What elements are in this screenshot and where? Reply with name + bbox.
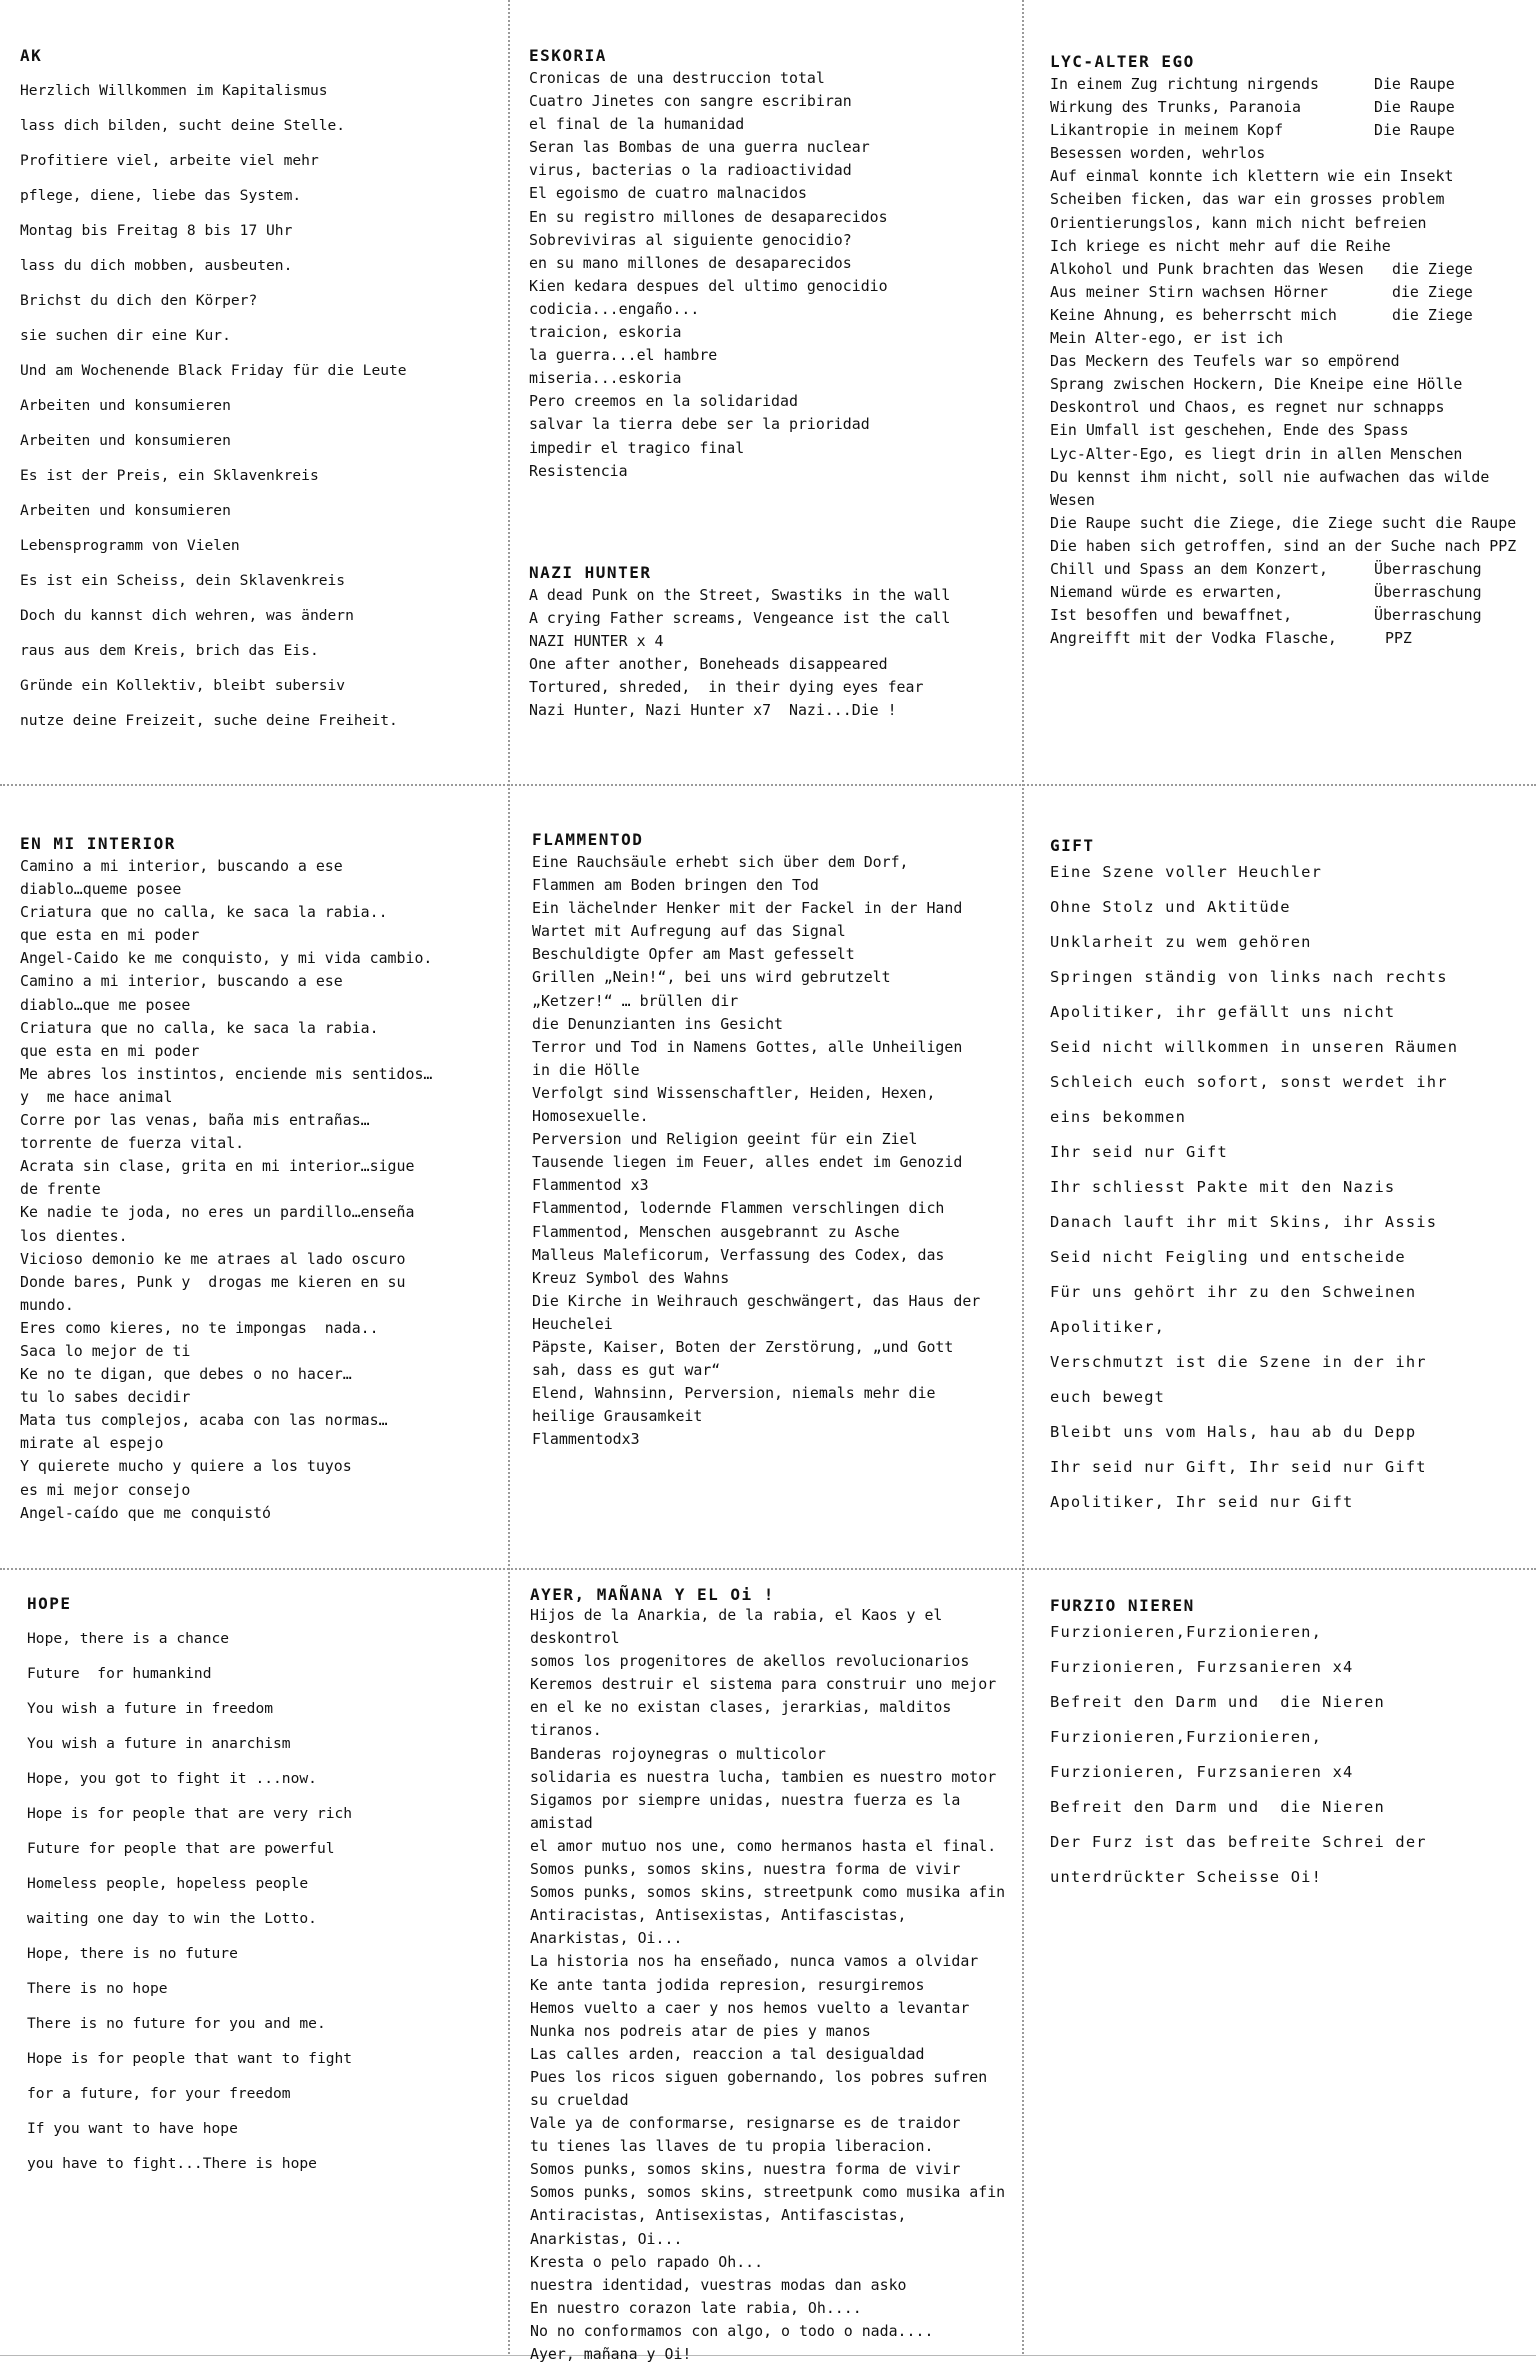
lyric-line — [1050, 142, 1530, 165]
song-title: EN MI INTERIOR — [20, 834, 176, 853]
lyric-line: Saca lo mejor de ti — [20, 1341, 191, 1360]
lyric-text: Wirkung des Trunks, Paranoia — [1050, 98, 1302, 117]
lyric-line: Las calles arden, reaccion a tal desigualdad — [530, 2044, 925, 2063]
lyric-text: Keine Ahnung, es beherrscht mich — [1050, 305, 1337, 324]
speaker-tag: PPZ — [1385, 629, 1412, 648]
lyric-line: Der Furz ist das befreite Schrei der — [1050, 1833, 1427, 1851]
song-furzio-nieren — [1050, 1596, 1530, 1916]
lyric-line: lass du dich mobben, ausbeuten. — [20, 257, 293, 274]
lyric-line: Hemos vuelto a caer y nos hemos vuelto a levantar — [530, 1998, 970, 2017]
lyric-line — [1050, 373, 1530, 396]
lyric-line: salvar la tierra debe ser la prioridad — [529, 415, 870, 434]
lyric-line: Furzionieren, Furzsanieren x4 — [1050, 1658, 1354, 1676]
lyric-line: eins bekommen — [1050, 1108, 1187, 1126]
lyric-line: One after another, Boneheads disappeared — [529, 655, 888, 674]
lyric-text: Das Meckern des Teufels war so empörend — [1050, 352, 1400, 371]
lyric-line: Apolitiker, ihr gefällt uns nicht — [1050, 1003, 1396, 1021]
lyric-text: In einem Zug richtung nirgends — [1050, 75, 1319, 93]
lyric-line: euch bewegt — [1050, 1388, 1166, 1406]
lyric-line: Es ist ein Scheiss, dein Sklavenkreis — [20, 572, 346, 589]
lyric-line: Criatura que no calla, ke saca la rabia. — [20, 1018, 379, 1037]
lyric-line: Wartet mit Aufregung auf das Signal — [532, 922, 846, 941]
lyric-line: miseria...eskoria — [529, 369, 682, 388]
lyric-line: Schleich euch sofort, sonst werdet ihr — [1050, 1073, 1448, 1091]
lyric-line: codicia...engaño... — [529, 299, 700, 318]
lyric-line: Ke ante tanta jodida represion, resurgiremos — [530, 1975, 925, 1994]
lyric-line: El egoismo de cuatro malnacidos — [529, 184, 807, 203]
lyric-line: el amor mutuo nos une, como hermanos hasta el final. — [530, 1836, 997, 1855]
lyric-line: su crueldad — [530, 2090, 629, 2109]
lyric-line: Arbeiten und konsumieren — [20, 502, 231, 519]
lyric-text: Die Raupe sucht die Ziege, die Ziege sucht die Raupe — [1050, 513, 1517, 532]
song-en-mi-interior — [20, 834, 500, 1554]
speaker-tag: die Ziege — [1392, 282, 1473, 301]
lyric-line: Gründe ein Kollektiv, bleibt subersiv — [20, 677, 346, 694]
lyric-line: Flammentod x3 — [532, 1176, 649, 1195]
lyric-line: Resistencia — [529, 461, 628, 480]
song-title: NAZI HUNTER — [529, 563, 652, 582]
lyric-line: Angel-caído que me conquistó — [20, 1503, 272, 1522]
lyric-line: tiranos. — [530, 1721, 602, 1740]
lyric-line: amistad — [530, 1813, 593, 1832]
lyric-line: Acrata sin clase, grita en mi interior…sigue — [20, 1157, 415, 1176]
lyric-line: Somos punks, somos skins, streetpunk como musika afin — [530, 2183, 1006, 2202]
lyric-text: Ist besoffen und bewaffnet, — [1050, 606, 1293, 625]
lyric-line: Hope, there is a chance — [27, 1630, 230, 1647]
lyric-line: En nuestro corazon late rabia, Oh.... — [530, 2298, 862, 2317]
lyric-text: Wesen — [1050, 490, 1095, 509]
lyric-line: Seid nicht Feigling und entscheide — [1050, 1248, 1406, 1266]
lyric-line — [1050, 96, 1530, 119]
lyric-line: Me abres los instintos, enciende mis sentidos… — [20, 1064, 433, 1083]
lyric-line: nuestra identidad, vuestras modas dan asko — [530, 2275, 907, 2294]
speaker-tag: Überraschung — [1374, 606, 1482, 625]
lyric-line: Arbeiten und konsumieren — [20, 397, 231, 414]
lyric-line: Hijos de la Anarkia, de la rabia, el Kaos y el — [530, 1606, 943, 1624]
lyric-line — [1050, 165, 1530, 188]
lyric-line: Cronicas de una destruccion total — [529, 69, 825, 87]
lyric-line: Hope, there is no future — [27, 1945, 238, 1962]
lyric-line — [1050, 327, 1530, 350]
lyric-line — [1050, 604, 1530, 627]
lyric-line: es mi mejor consejo — [20, 1480, 191, 1499]
column-divider — [1022, 0, 1024, 2354]
lyric-line: Ein lächelnder Henker mit der Fackel in der Hand — [532, 899, 963, 918]
lyric-line: lass dich bilden, sucht deine Stelle. — [20, 117, 346, 134]
lyric-line: Flammen am Boden bringen den Tod — [532, 876, 819, 895]
lyric-line: Tortured, shreded, in their dying eyes fear — [529, 678, 924, 697]
lyric-line: Antiracistas, Antisexistas, Antifascistas, — [530, 2206, 907, 2225]
column-divider — [508, 0, 510, 2354]
lyric-line: Pues los ricos siguen gobernando, los pobres sufren — [530, 2067, 988, 2086]
lyric-line — [1050, 304, 1530, 327]
lyric-line — [1050, 188, 1530, 211]
lyric-line: Seran las Bombas de una guerra nuclear — [529, 138, 870, 157]
lyric-line: Somos punks, somos skins, streetpunk como musika afin — [530, 1883, 1006, 1902]
lyric-line: Montag bis Freitag 8 bis 17 Uhr — [20, 222, 293, 239]
lyric-line: Homeless people, hopeless people — [27, 1875, 309, 1892]
song-title: GIFT — [1050, 836, 1095, 855]
song-title: AYER, MAÑANA Y EL Oi ! — [530, 1585, 775, 1604]
song-flammentod — [532, 830, 1016, 1490]
lyric-line — [1050, 419, 1530, 442]
lyric-line: Furzionieren,Furzionieren, — [1050, 1728, 1323, 1746]
lyric-line: You wish a future in freedom — [27, 1700, 274, 1717]
speaker-tag: Überraschung — [1374, 583, 1482, 602]
lyric-line: Unklarheit zu wem gehören — [1050, 933, 1312, 951]
lyric-line: Furzionieren, Furzsanieren x4 — [1050, 1763, 1354, 1781]
lyric-line: A dead Punk on the Street, Swastiks in the wall — [529, 586, 951, 604]
lyric-line: Befreit den Darm und die Nieren — [1050, 1693, 1385, 1711]
speaker-tag: die Ziege — [1392, 305, 1473, 324]
lyric-line: Befreit den Darm und die Nieren — [1050, 1798, 1385, 1816]
song-title: FURZIO NIEREN — [1050, 1596, 1195, 1615]
lyric-text: Sprang zwischen Hockern, Die Kneipe eine Hölle — [1050, 375, 1463, 394]
song-hope — [27, 1594, 497, 2194]
lyric-text: Chill und Spass an dem Konzert, — [1050, 559, 1328, 578]
lyric-line: Homosexuelle. — [532, 1107, 649, 1126]
lyric-line: Elend, Wahnsinn, Perversion, niemals mehr die — [532, 1384, 936, 1403]
lyric-line: Kresta o pelo rapado Oh... — [530, 2252, 764, 2271]
speaker-tag: Die Raupe — [1374, 75, 1455, 93]
lyric-line: Heuchelei — [532, 1314, 613, 1333]
lyric-line: Apolitiker, — [1050, 1318, 1166, 1336]
lyric-text: Aus meiner Stirn wachsen Hörner — [1050, 282, 1328, 301]
lyric-text: Orientierungslos, kann mich nicht befreien — [1050, 213, 1427, 232]
lyric-line: pflege, diene, liebe das System. — [20, 187, 302, 204]
lyric-line: waiting one day to win the Lotto. — [27, 1910, 317, 1927]
song-title: HOPE — [27, 1594, 72, 1613]
lyric-line: solidaria es nuestra lucha, tambien es nuestro motor — [530, 1767, 997, 1786]
row-divider — [0, 1568, 1536, 1570]
lyric-line — [1050, 512, 1530, 535]
lyric-line: Es ist der Preis, ein Sklavenkreis — [20, 467, 319, 484]
lyric-line: mirate al espejo — [20, 1434, 164, 1453]
lyric-line: Nunka nos podreis atar de pies y manos — [530, 2021, 871, 2040]
song-eskoria — [529, 46, 1013, 516]
lyric-line: for a future, for your freedom — [27, 2085, 291, 2102]
lyric-line: diablo…que me posee — [20, 995, 191, 1014]
lyric-line: Eine Szene voller Heuchler — [1050, 863, 1323, 881]
lyric-line: tu lo sabes decidir — [20, 1388, 191, 1407]
lyric-line: nutze deine Freizeit, suche deine Freiheit. — [20, 712, 398, 729]
lyric-line — [1050, 396, 1530, 419]
lyric-line: Banderas rojoynegras o multicolor — [530, 1744, 826, 1763]
lyric-text: Besessen worden, wehrlos — [1050, 144, 1266, 163]
lyric-text: Ein Umfall ist geschehen, Ende des Spass — [1050, 421, 1409, 440]
lyric-text: Alkohol und Punk brachten das Wesen — [1050, 259, 1364, 278]
lyric-line: Eres como kieres, no te impongas nada.. — [20, 1318, 379, 1337]
lyric-line: Vale ya de conformarse, resignarse es de traidor — [530, 2114, 961, 2133]
song-title: AK — [20, 46, 43, 65]
song-title: ESKORIA — [529, 46, 607, 65]
lyric-line: Brichst du dich den Körper? — [20, 292, 258, 309]
lyric-line: Somos punks, somos skins, nuestra forma de vivir — [530, 2160, 961, 2179]
lyric-line: Seid nicht willkommen in unseren Räumen — [1050, 1038, 1459, 1056]
lyric-text: Auf einmal konnte ich klettern wie ein Insekt — [1050, 167, 1454, 186]
lyric-text: Niemand würde es erwarten, — [1050, 583, 1284, 602]
lyric-line: La historia nos ha enseñado, nunca vamos a olvidar — [530, 1952, 979, 1971]
lyric-line: Future for humankind — [27, 1665, 212, 1682]
lyric-line: Terror und Tod in Namens Gottes, alle Unheiligen — [532, 1037, 963, 1056]
lyric-line: Für uns gehört ihr zu den Schweinen — [1050, 1283, 1417, 1301]
lyric-line — [1050, 558, 1530, 581]
lyric-line — [1050, 443, 1530, 466]
lyric-line: el final de la humanidad — [529, 115, 745, 134]
lyric-text: Die haben sich getroffen, sind an der Suche nach PPZ — [1050, 536, 1517, 555]
lyric-line: raus aus dem Kreis, brich das Eis. — [20, 642, 319, 659]
lyric-text: Mein Alter-ego, er ist ich — [1050, 329, 1284, 348]
lyric-line: y me hace animal — [20, 1087, 173, 1106]
lyric-line — [1050, 581, 1530, 604]
song-title: FLAMMENTOD — [532, 830, 644, 849]
lyric-line — [1050, 258, 1530, 281]
speaker-tag: Die Raupe — [1374, 121, 1455, 140]
lyric-line: deskontrol — [530, 1629, 620, 1648]
lyric-line: Tausende liegen im Feuer, alles endet im Genozid — [532, 1153, 963, 1172]
lyric-line: Päpste, Kaiser, Boten der Zerstörung, „und Gott — [532, 1337, 954, 1356]
lyric-line: Vicioso demonio ke me atraes al lado oscuro — [20, 1249, 406, 1268]
lyric-line: virus, bacterias o la radioactividad — [529, 161, 852, 180]
lyric-line: torrente de fuerza vital. — [20, 1134, 245, 1153]
lyric-line — [1050, 119, 1530, 142]
lyric-line: Flammentodx3 — [532, 1430, 640, 1449]
lyric-line: You wish a future in anarchism — [27, 1735, 291, 1752]
lyric-line — [1050, 627, 1530, 650]
song-lyc-alter-ego — [1050, 52, 1530, 672]
lyric-line — [1050, 281, 1530, 304]
lyric-line: Die Kirche in Weihrauch geschwängert, das Haus der — [532, 1291, 981, 1310]
lyric-line: Corre por las venas, baña mis entrañas… — [20, 1111, 370, 1130]
lyric-line: En su registro millones de desaparecidos — [529, 207, 888, 226]
lyric-text: Deskontrol und Chaos, es regnet nur schnapps — [1050, 398, 1445, 417]
lyric-line: Somos punks, somos skins, nuestra forma de vivir — [530, 1860, 961, 1879]
lyric-line — [1050, 73, 1530, 96]
lyric-text: Angreifft mit der Vodka Flasche, — [1050, 629, 1337, 648]
lyric-line — [1050, 235, 1530, 258]
lyric-line: No no conformamos con algo, o todo o nada.... — [530, 2321, 934, 2340]
lyric-line: Apolitiker, Ihr seid nur Gift — [1050, 1493, 1354, 1511]
lyric-line: de frente — [20, 1180, 101, 1199]
lyric-line: impedir el tragico final — [529, 438, 745, 457]
lyric-line: que esta en mi poder — [20, 926, 200, 945]
lyric-line — [1050, 350, 1530, 373]
lyric-line: Ihr seid nur Gift — [1050, 1143, 1228, 1161]
lyric-line: Ihr seid nur Gift, Ihr seid nur Gift — [1050, 1458, 1427, 1476]
lyric-line: There is no hope — [27, 1980, 168, 1997]
lyric-line: Flammentod, lodernde Flammen verschlingen dich — [532, 1199, 945, 1218]
lyric-line: Antiracistas, Antisexistas, Antifascistas, — [530, 1906, 907, 1925]
lyric-line — [1050, 466, 1530, 489]
lyric-line: Ke no te digan, que debes o no hacer… — [20, 1365, 352, 1384]
lyric-line: heilige Grausamkeit — [532, 1407, 703, 1426]
lyric-line: Hope, you got to fight it ...now. — [27, 1770, 317, 1787]
lyric-line: traicion, eskoria — [529, 323, 682, 342]
lyric-line: sie suchen dir eine Kur. — [20, 327, 231, 344]
lyric-line: sah, dass es gut war“ — [532, 1361, 721, 1380]
speaker-tag: Die Raupe — [1374, 98, 1455, 117]
song-gift — [1050, 836, 1530, 1536]
lyric-line: Flammentod, Menschen ausgebrannt zu Asche — [532, 1222, 900, 1241]
row-divider — [0, 784, 1536, 786]
lyric-text: Lyc-Alter-Ego, es liegt drin in allen Menschen — [1050, 444, 1463, 463]
lyric-line: Ayer, mañana y Oi! — [530, 2345, 692, 2363]
lyric-line — [1050, 212, 1530, 235]
lyric-line: Furzionieren,Furzionieren, — [1050, 1623, 1323, 1641]
lyric-line: in die Hölle — [532, 1060, 640, 1079]
lyric-line: Arbeiten und konsumieren — [20, 432, 231, 449]
song-ak — [20, 46, 500, 746]
lyric-line: Pero creemos en la solidaridad — [529, 392, 798, 411]
lyric-line: „Ketzer!“ … brüllen dir — [532, 991, 739, 1010]
song-ayer-manana — [530, 1585, 1016, 2363]
lyric-line: tu tienes las llaves de tu propia liberacion. — [530, 2137, 934, 2156]
lyric-line: Malleus Maleficorum, Verfassung des Codex, das — [532, 1245, 945, 1264]
song-nazi-hunter — [529, 563, 1013, 738]
lyric-line: mundo. — [20, 1295, 74, 1314]
lyric-line: Sobreviviras al siguiente genocidio? — [529, 230, 852, 249]
lyric-line: Anarkistas, Oi... — [530, 1929, 683, 1948]
lyric-line: Grillen „Nein!“, bei uns wird gebrutzelt — [532, 968, 891, 987]
lyric-line: que esta en mi poder — [20, 1041, 200, 1060]
lyric-line: Kreuz Symbol des Wahns — [532, 1268, 730, 1287]
lyric-line: en su mano millones de desaparecidos — [529, 253, 852, 272]
lyric-line: la guerra...el hambre — [529, 346, 718, 365]
lyric-line: los dientes. — [20, 1226, 128, 1245]
lyric-line: Danach lauft ihr mit Skins, ihr Assis — [1050, 1213, 1438, 1231]
lyric-line: Nazi Hunter, Nazi Hunter x7 Nazi...Die ! — [529, 701, 897, 720]
lyric-line: Camino a mi interior, buscando a ese — [20, 857, 343, 875]
lyric-line: There is no future for you and me. — [27, 2015, 326, 2032]
lyric-line: Und am Wochenende Black Friday für die Leute — [20, 362, 407, 379]
lyric-line: Cuatro Jinetes con sangre escribiran — [529, 92, 852, 111]
lyric-line: Keremos destruir el sistema para construir uno mejor — [530, 1675, 997, 1694]
lyric-line: Springen ständig von links nach rechts — [1050, 968, 1448, 986]
lyric-line: Angel-Caido ke me conquisto, y mi vida cambio. — [20, 949, 433, 968]
lyric-line: somos los progenitores de akellos revolucionarios — [530, 1652, 970, 1671]
lyric-line: If you want to have hope — [27, 2120, 238, 2137]
lyric-line: Donde bares, Punk y drogas me kieren en su — [20, 1272, 406, 1291]
lyric-line: NAZI HUNTER x 4 — [529, 632, 664, 651]
lyric-line: Bleibt uns vom Hals, hau ab du Depp — [1050, 1423, 1417, 1441]
lyric-line: diablo…queme posee — [20, 880, 182, 899]
lyric-line: Verschmutzt ist die Szene in der ihr — [1050, 1353, 1427, 1371]
lyric-line: Profitiere viel, arbeite viel mehr — [20, 152, 319, 169]
lyric-line: Future for people that are powerful — [27, 1840, 335, 1857]
lyric-line: Anarkistas, Oi... — [530, 2229, 683, 2248]
lyric-text: Likantropie in meinem Kopf — [1050, 121, 1284, 140]
lyric-line: Hope is for people that want to fight — [27, 2050, 353, 2067]
lyric-text: Ich kriege es nicht mehr auf die Reihe — [1050, 236, 1391, 255]
lyric-line — [1050, 535, 1530, 558]
lyric-line: Beschuldigte Opfer am Mast gefesselt — [532, 945, 855, 964]
lyric-line: Ke nadie te joda, no eres un pardillo…enseña — [20, 1203, 415, 1222]
lyric-line: die Denunzianten ins Gesicht — [532, 1014, 784, 1033]
lyric-line: Y quierete mucho y quiere a los tuyos — [20, 1457, 352, 1476]
speaker-tag: Überraschung — [1374, 559, 1482, 578]
lyric-line: A crying Father screams, Vengeance ist the call — [529, 609, 951, 628]
lyric-text: Scheiben ficken, das war ein grosses problem — [1050, 190, 1445, 209]
lyric-line: Doch du kannst dich wehren, was ändern — [20, 607, 354, 624]
lyric-line: Criatura que no calla, ke saca la rabia.. — [20, 903, 388, 922]
lyric-line: Sigamos por siempre unidas, nuestra fuerza es la — [530, 1790, 961, 1809]
lyric-line: Kien kedara despues del ultimo genocidio — [529, 276, 888, 295]
speaker-tag: die Ziege — [1392, 259, 1473, 278]
song-title: LYC-ALTER EGO — [1050, 52, 1195, 71]
lyric-line: Perversion und Religion geeint für ein Ziel — [532, 1130, 918, 1149]
lyric-text: Du kennst ihm nicht, soll nie aufwachen das wilde — [1050, 467, 1490, 486]
lyric-line: Eine Rauchsäule erhebt sich über dem Dorf, — [532, 853, 909, 871]
lyric-line: Hope is for people that are very rich — [27, 1805, 353, 1822]
lyric-line — [1050, 489, 1530, 512]
lyric-line: en el ke no existan clases, jerarkias, malditos — [530, 1698, 952, 1717]
lyric-line: Verfolgt sind Wissenschaftler, Heiden, Hexen, — [532, 1083, 936, 1102]
lyric-line: Herzlich Willkommen im Kapitalismus — [20, 82, 328, 99]
lyric-line: Lebensprogramm von Vielen — [20, 537, 240, 554]
lyric-line: Ohne Stolz und Aktitüde — [1050, 898, 1291, 916]
lyric-line: Camino a mi interior, buscando a ese — [20, 972, 343, 991]
lyric-line: Ihr schliesst Pakte mit den Nazis — [1050, 1178, 1396, 1196]
lyric-line: Mata tus complejos, acaba con las normas… — [20, 1411, 388, 1430]
lyric-line: you have to fight...There is hope — [27, 2155, 317, 2172]
lyric-line: unterdrückter Scheisse Oi! — [1050, 1868, 1323, 1886]
